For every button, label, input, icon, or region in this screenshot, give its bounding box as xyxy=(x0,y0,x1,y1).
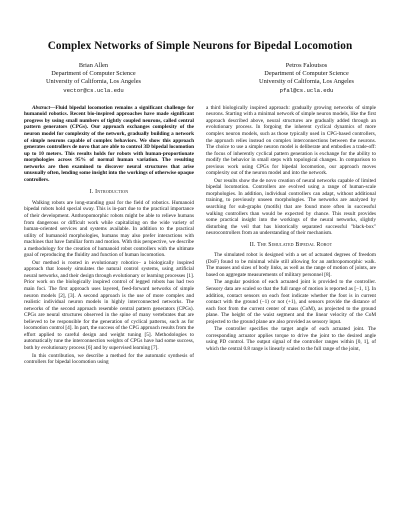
section-heading-introduction: I. Introduction xyxy=(89,189,129,196)
abstract-text: —Fluid bipedal locomotion remains a significant challenge for humanoid robotics. Recent bio-inspired approaches have made significant progress by using small numbers of tightly coupled neurons, called central pattern generators (CPGs). Our approach exchanges complexity of the neuron model for complexity of the network, gradually building a network of simple neurons capable of complex behaviors. We show this approach generates controllers de novo that are able to control 3D bipedal locomotion up to 10 meters. This results holds for robots with human-proportionate morphologies across 95% of normal human variation. The resulting networks are then examined to discover neural structures that arise unusually often, lending some insight into the workings of otherwise opaque controllers. xyxy=(24,104,194,183)
paragraph: The angular position of each actuated joint is provided to the controller. Sensory data are scaled so that the full range of motion is reported as [−1, 1]. In addition, contact sensors on each foot indicate whether the foot is in current contact with the ground (−1) or not (+1), and sensors provide the distance of each foot from the current center of mass (CoM), as projected to the ground plane. The height of the waist segment and the linear velocity of the CoM projected to the ground plane are also provided as sensory input. xyxy=(206,279,376,325)
right-column xyxy=(206,105,376,367)
author-1 xyxy=(46,62,141,95)
paper-title: Complex Networks of Simple Neurons for Bipedal Locomotion xyxy=(47,40,353,52)
author-name: Petros Faloutsos xyxy=(285,62,328,69)
paragraph: Walking robots are long-standing goal for the field of robotics. Humanoid bipedal robots hold special sway. This is in-part due to the practical importance of their development. Anthropomorphic robots might be able to relieve humans from dangerous or difficult work while capitalizing on the wide variety of human-oriented services and systems available. In addition to the practical utility of humanoid morphologies, humans may also prefer interactions with machines that have familiar form and motion. With this perspective, we describe a methodology for the creation of humanoid robot controllers with the ultimate goal of reproducing the fluidity and function of human locomotion. xyxy=(24,199,194,259)
paragraph: The controller specifies the target angle of each actuated joint. The corresponding actuator applies torque to drive the joint to the desired angle using PD control. The output signal of the controller ranges within [0, 1], of which the central 0.8 range is linearly scaled to the full range of the joint, xyxy=(206,326,376,352)
author-email: pfal@cs.ucla.edu xyxy=(279,86,334,94)
author-email: vector@cs.ucla.edu xyxy=(63,86,124,94)
paragraph: Our results show the de novo creation of neural networks capable of limited bipedal locomotion. Controllers are evolved using a range of human-scale morphologies. In addition, individual controllers can adapt, without additional training, to previously unseen morphologies. The networks are analyzed by searching for sub-graphs (motifs) that are found more often in successful walking controllers than would be expected by chance. This result provides some practical insight into the workings of the neural networks, slightly disturbing the veil that has historically separated successful "black-box" neurocontrollers from an understanding of their mechanism. xyxy=(206,177,376,237)
abstract xyxy=(24,105,194,184)
body-columns xyxy=(24,105,376,367)
section-heading-simulated-robot: II. The Simulated Bipedal Robot xyxy=(249,241,333,248)
author-block xyxy=(46,62,354,95)
author-univ: University of California, Los Angeles xyxy=(46,78,141,86)
author-dept: Department of Computer Science xyxy=(264,70,349,78)
paragraph: Our method is rooted in evolutionary robotics– a biologically inspired approach that loosely simulates the natural control systems, using artificial neural networks, and their design through evolutionary or learning processes [1]. Prior work on the biologically inspired control of legged robots has had two main foci. The first approach uses layered, feed-forward networks of simple neuron models [2], [3]. A second approach is the use of more complex and realistic individual neuron models in highly interconnected networks. The networks of the second approach resemble central pattern generators (CPGs). CPGs are neural structures observed in the spine of many vertebrates that are believed to be responsible for the generation of cyclical patterns, such as for locomotion control [4]. In part, the success of the CPG approach results from the effort applied to careful design and weight tuning [5]. Methodologies to automatically tune the interconnection weights of CPGs have had some success, both by evolutionary process [6] and by supervised learning [7]. xyxy=(24,259,194,351)
paragraph: The simulated robot is designed with a set of actuated degrees of freedom (DoF) found to be minimal while still allowing for an anthropomorphic walk. The masses and sizes of body links, as well as the range of motion of joints, are based on aggregate measurements of military personnel [8]. xyxy=(206,252,376,278)
author-dept: Department of Computer Science xyxy=(51,70,136,78)
author-name: Brian Allen xyxy=(78,62,109,69)
author-univ: University of California, Los Angeles xyxy=(259,78,354,86)
paragraph: In this contribution, we describe a method for the automatic synthesis of controllers for bipedal locomotion using xyxy=(24,352,194,366)
paragraph: a third biologically inspired approach: gradually growing networks of simple neurons. Starting with a minimal network of simple neuron models, like the first approach described above, neural structures are gradually added through an evolutionary process. In forgoing the inherent cyclical dynamics of more complex neuron models, such as those typically used in CPG-based controllers, the approach relies instead on complex interconnections between the neurons. The choice to use a simple neuron model is deliberate and embodies a trade-off: the focus of inherently cyclical pattern generation is exchange for the ability to modify the behavior in small steps with topological changes. In comparison to previous work using CPGs for bipedal locomotion, our approach moves complexity out of the neuron model and into the network. xyxy=(206,104,376,177)
abstract-label: Abstract xyxy=(32,104,51,111)
left-column xyxy=(24,105,194,367)
author-2 xyxy=(259,62,354,95)
